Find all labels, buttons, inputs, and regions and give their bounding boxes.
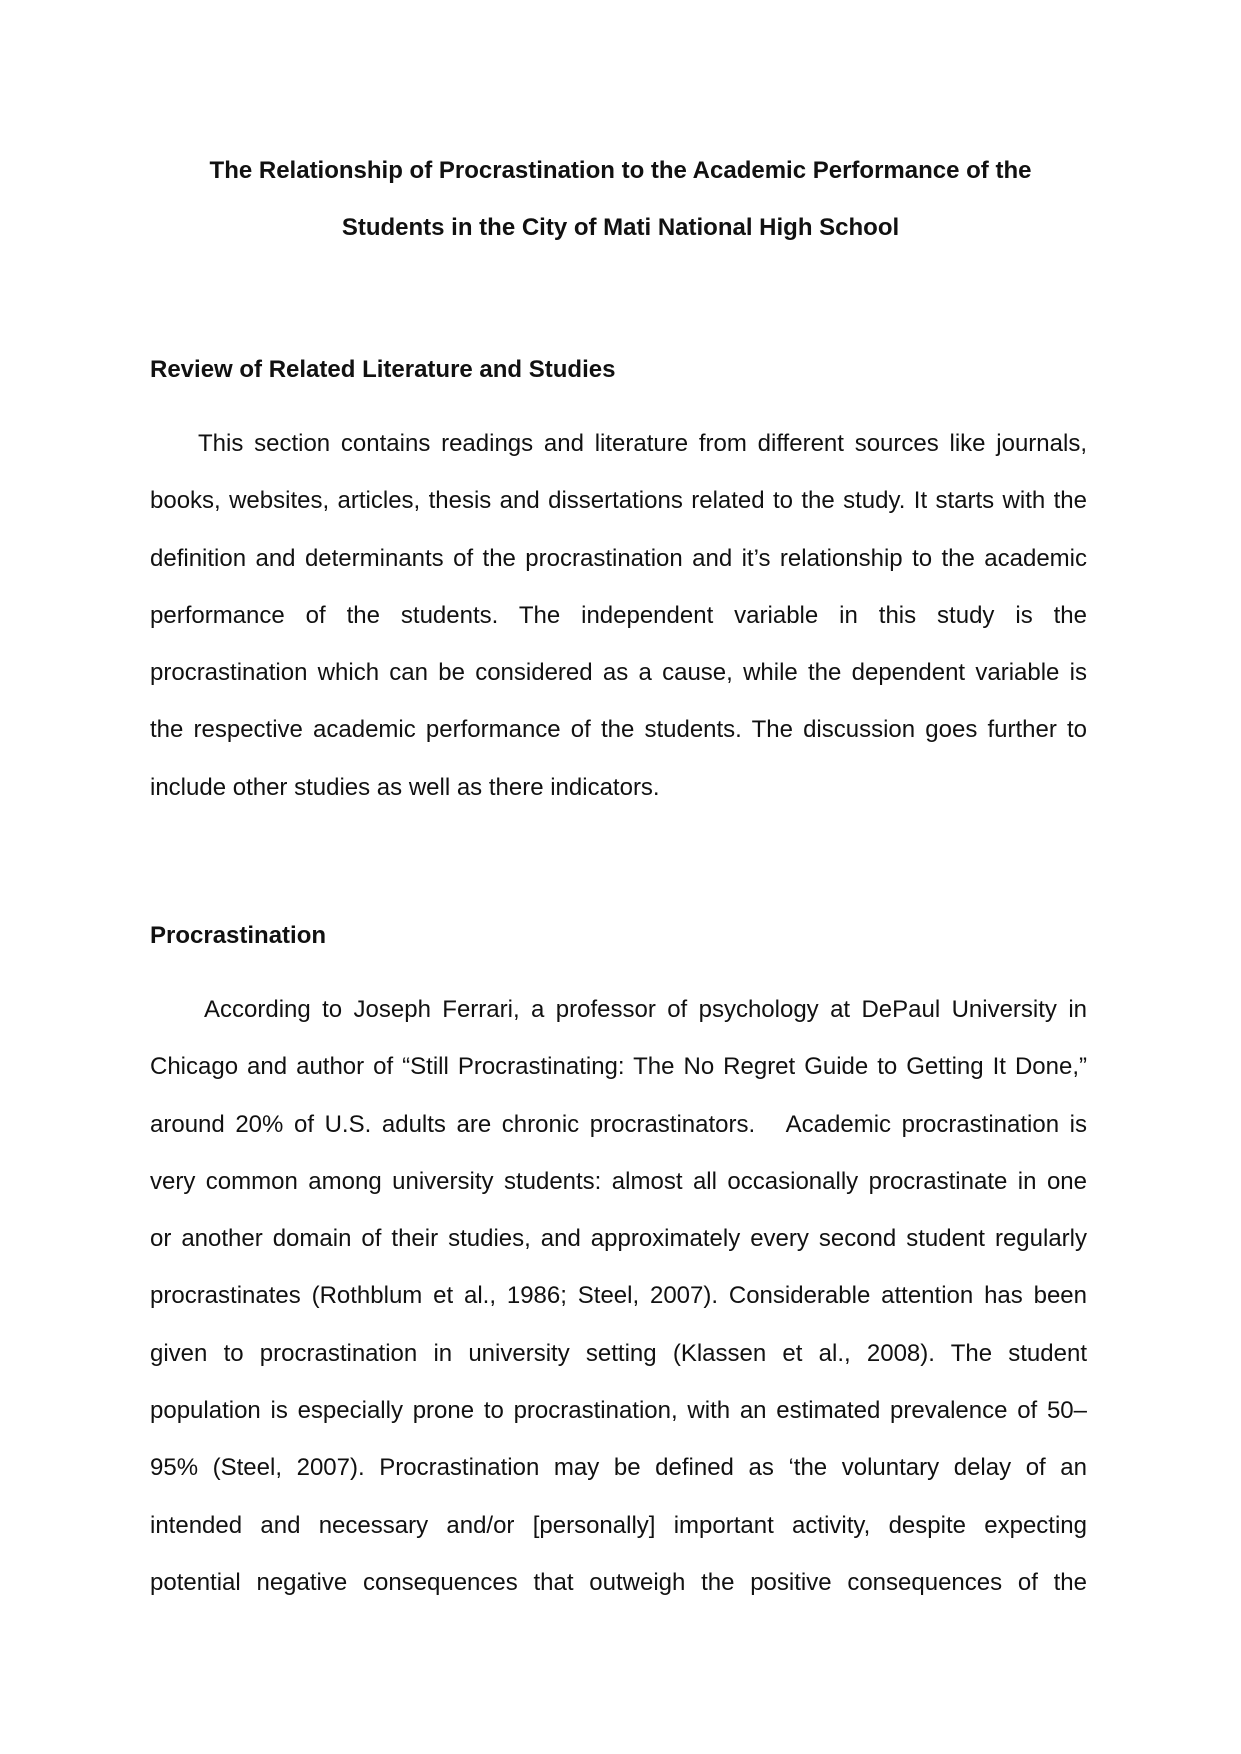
paragraph-line: intended and necessary and/or [personally] important activity, despite expecting xyxy=(150,1511,1087,1539)
paragraph-line: or another domain of their studies, and approximately every second student regularly xyxy=(150,1225,1087,1253)
paragraph-line: books, websites, articles, thesis and dissertations related to the study. It starts with the xyxy=(150,487,1087,515)
paragraph-line: the respective academic performance of the students. The discussion goes further to xyxy=(150,716,1087,744)
paragraph-line: include other studies as well as there indicators. xyxy=(150,773,660,801)
title-line-2: Students in the City of Mati National High School xyxy=(341,214,900,241)
paragraph-line: procrastination which can be considered as a cause, while the dependent variable is xyxy=(150,659,1087,687)
paragraph-line: very common among university students: almost all occasionally procrastinate in one xyxy=(150,1167,1087,1195)
paragraph-line: definition and determinants of the procrastination and it’s relationship to the academic xyxy=(150,544,1087,572)
paragraph-line: According to Joseph Ferrari, a professor of psychology at DePaul University in xyxy=(204,996,1087,1023)
paragraph-line: This section contains readings and literature from different sources like journals, xyxy=(198,430,1087,457)
section-heading-procrastination: Procrastination xyxy=(150,922,327,949)
paragraph-line: potential negative consequences that outweigh the positive consequences of the xyxy=(150,1568,1087,1596)
paragraph-line: 95% (Steel, 2007). Procrastination may be defined as ‘the voluntary delay of an xyxy=(150,1454,1087,1482)
title-line-1: The Relationship of Procrastination to the Academic Performance of the xyxy=(209,157,1032,184)
paragraph-line: Chicago and author of “Still Procrastinating: The No Regret Guide to Getting It Done,” xyxy=(150,1053,1087,1081)
paragraph-line: performance of the students. The independent variable in this study is the xyxy=(150,601,1087,629)
paragraph-line: procrastinates (Rothblum et al., 1986; Steel, 2007). Considerable attention has been xyxy=(150,1282,1087,1310)
procrastination-paragraph xyxy=(150,981,1087,1611)
paragraph-line: given to procrastination in university setting (Klassen et al., 2008). The student xyxy=(150,1339,1087,1367)
paragraph-line: population is especially prone to procrastination, with an estimated prevalence of 50– xyxy=(150,1397,1087,1425)
section-heading-review: Review of Related Literature and Studies xyxy=(150,356,616,383)
review-paragraph xyxy=(150,415,1087,816)
paragraph-line: around 20% of U.S. adults are chronic procrastinators. Academic procrastination is xyxy=(150,1110,1087,1138)
document-title xyxy=(150,142,1091,256)
